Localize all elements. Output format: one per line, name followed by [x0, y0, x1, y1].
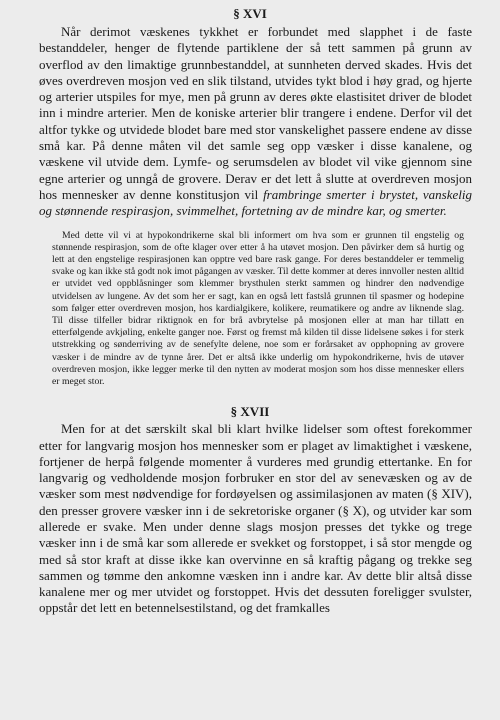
section-xvii-body [39, 421, 472, 617]
paragraph-text: Men for at det særskilt skal bli klart hvilke lidelser som oftest forekommer etter for langvarig mosjon hos mennesker som er plaget av limaktighet i væskene, fortjener de herpå følgende momenter å vurderes med grundig ettertanke. En for langvarig og vedholdende mosjon forbruker en stor del av senevæsken og av de væsker som mest nødvendige for fordøyelsen og assimilasjonen av maten (§ XIV), den presser grovere væsker inn i de sekretoriske organer (§ X), og utvider kar som allerede er svake. Men under denne slags mosjon presses det tykke og trege væsker inn i de små kar som allerede er svekket og forstoppet, i så stor mengde og med så stor kraft at disse ikke kan overvinne en så kraftig pågang og trekke seg sammen og tømme den ankomne væsken inn i andre kar. Av dette blir altså disse kanalene mer og mer utvidet og forstoppet. Hvis det dessuten foreligger svulster, oppstår det lett en betennelsestilstand, og det framkalles [39, 421, 472, 616]
footnote-block [52, 230, 464, 389]
paragraph-text: Når derimot væskenes tykkhet er forbundet med slapphet i de faste bestanddeler, henger de flytende partiklene der så tett sammen på grunn av overflod av den limaktige grunnbestanddel, at sunnheten derved skades. Hvis det øves overdreven mosjon ved en slik tilstand, utvides tykt blod i høy grad, og hjerte og arterier utspiles for mye, men på grunn av deres økte elastisitet driver de blodet inn i mindre arterier. Men de koniske arterier blir trangere i endene. Derfor vil det altfor tykke og utvidede blodet bare med stor vanskelighet passere endene av disse små kar. På denne måten vil det samle seg opp væsker i disse kanalene, og væskene vil utvide dem. Lymfe- og serumsdelen av blodet vil vike gjennom sine egne arterier og unngå de grovere. Derav er det lett å slutte at overdreven mosjon hos mennesker av denne konstitusjon vil [39, 24, 472, 202]
section-heading-xvi: § XVI [233, 6, 267, 21]
paragraph [39, 24, 472, 220]
italic-emphasis: frambringe smerter i brystet, vanskelig og stønnende respirasjon, svimmelhet, fortetning av de mindre kar, og smerter. [39, 186, 473, 219]
footnote-text: Med dette vil vi at hypokondrikerne skal bli informert om hva som er grunnen til engstelig og stønnende respirasjon, som de ofte klager over etter å ha utøvet mosjon. Den påvirker dem så hurtig og lett at den engstelige respirasjonen kan opptre ved bare rask gange. For deres bestanddeler er temmelig svake og kan ikke stå godt nok imot pågangen av væsker. Til dette kommer at deres innvoller nesten alltid er utvidet ved oppblåsninger som klemmer brysthulen sterkt sammen og hindrer den nødvendige utvidelsen av lungene. Av det som her er sagt, kan en også lett fastslå grunnen til spasmer og hodepine som følger etter overdreven mosjon, hos kardialgikere, kolikere, reumatikere og andre av liknende slag. Til disse tilfeller bidrar riktignok en for brå avbrytelse på mosjonen eller at man har tillatt en etterfølgende avkjøling, enkelte ganger noe. Først og fremst må kilden til disse lidelsene søkes i for sterk utstrekking og sønderriving av de senefylte delene, noe som er forårsaket av opphopning av grovere væsker i de mindre av de tynne årer. Det er altså ikke underlig om hypokondrikerne, hvis de utøver overdreven mosjon, ikke legger merke til den nytten av moderat mosjon som hos disse mennesker ellers er meget stor. [52, 229, 464, 387]
section-xvi-body [39, 24, 472, 220]
section-heading-xvii: § XVII [230, 404, 270, 420]
